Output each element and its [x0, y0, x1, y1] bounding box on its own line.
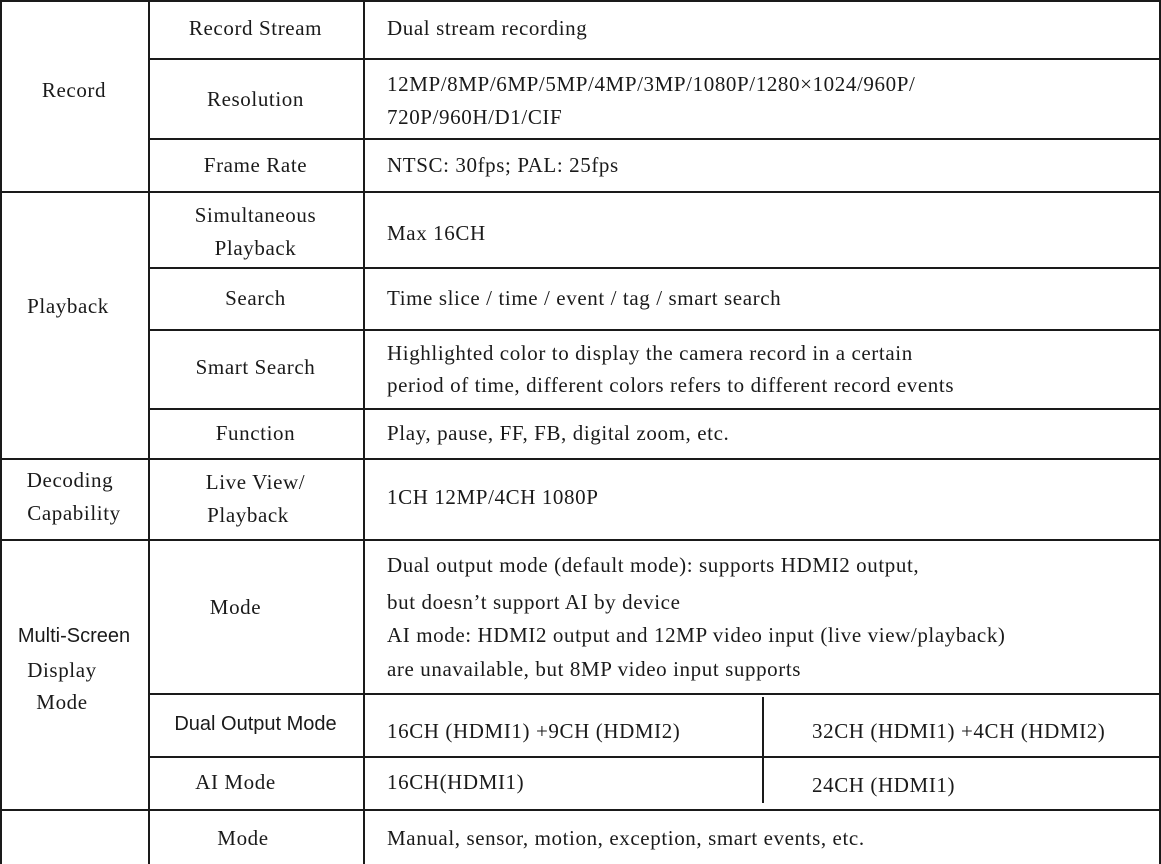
- function-value: Play, pause, FF, FB, digital zoom, etc.: [387, 421, 730, 445]
- resolution-label: Resolution: [206, 87, 304, 111]
- dual-output-mode-value-a: 16CH (HDMI1) +9CH (HDMI2): [387, 719, 681, 743]
- display-mode-label: Mode: [209, 595, 262, 619]
- section-divider: [0, 458, 1161, 460]
- category-multi-screen-line2: Display: [27, 658, 97, 682]
- live-view-label-line1: Live View/: [205, 470, 306, 494]
- dual-output-mode-value-b: 32CH (HDMI1) +4CH (HDMI2): [812, 719, 1106, 743]
- record-stream-value: Dual stream recording: [387, 16, 588, 40]
- search-value: Time slice / time / event / tag / smart search: [387, 286, 782, 310]
- table-left-border: [0, 0, 2, 864]
- row-divider: [148, 58, 1161, 60]
- simultaneous-playback-value: Max 16CH: [387, 221, 486, 245]
- display-mode-value-line4: are unavailable, but 8MP video input supports: [387, 657, 802, 681]
- smart-search-value-line1: Highlighted color to display the camera record in a certain: [387, 341, 913, 365]
- table-top-border: [0, 0, 1161, 2]
- display-mode-value-line2: but doesn’t support AI by device: [387, 590, 681, 614]
- section-divider: [0, 809, 1161, 811]
- section-divider: [0, 191, 1161, 193]
- ai-mode-value-b: 24CH (HDMI1): [812, 773, 956, 797]
- category-multi-screen-line1: Multi-Screen: [17, 625, 131, 647]
- category-decoding-line1: Decoding: [26, 468, 114, 492]
- category-multi-screen-line3: Mode: [36, 690, 88, 714]
- row-divider: [148, 756, 1161, 758]
- alarm-mode-value: Manual, sensor, motion, exception, smart events, etc.: [387, 826, 865, 850]
- record-stream-label: Record Stream: [188, 16, 323, 40]
- frame-rate-value: NTSC: 30fps; PAL: 25fps: [387, 153, 619, 177]
- category-playback: Playback: [27, 294, 109, 318]
- alarm-mode-label: Mode: [217, 826, 269, 850]
- search-label: Search: [225, 286, 286, 310]
- sub-column-divider: [762, 697, 764, 803]
- frame-rate-label: Frame Rate: [203, 153, 308, 177]
- column-divider: [363, 0, 365, 864]
- section-divider: [0, 539, 1161, 541]
- row-divider: [148, 138, 1161, 140]
- row-divider: [148, 329, 1161, 331]
- live-view-value: 1CH 12MP/4CH 1080P: [387, 485, 599, 509]
- live-view-label-line2: Playback: [207, 503, 289, 527]
- category-decoding-line2: Capability: [27, 501, 121, 525]
- display-mode-value-line1: Dual output mode (default mode): supports HDMI2 output,: [387, 553, 920, 577]
- simultaneous-playback-label-line2: Playback: [214, 236, 297, 260]
- function-label: Function: [215, 421, 296, 445]
- row-divider: [148, 267, 1161, 269]
- ai-mode-label: AI Mode: [195, 770, 276, 794]
- row-divider: [148, 693, 1161, 695]
- ai-mode-value-a: 16CH(HDMI1): [387, 770, 525, 794]
- simultaneous-playback-label-line1: Simultaneous: [194, 203, 317, 227]
- resolution-value-line2: 720P/960H/D1/CIF: [387, 105, 563, 129]
- smart-search-label: Smart Search: [195, 355, 316, 379]
- smart-search-value-line2: period of time, different colors refers to different record events: [387, 373, 955, 397]
- display-mode-value-line3: AI mode: HDMI2 output and 12MP video input (live view/playback): [387, 623, 1006, 647]
- table-right-border: [1159, 0, 1161, 864]
- resolution-value-line1: 12MP/8MP/6MP/5MP/4MP/3MP/1080P/1280×1024/960P/: [387, 72, 916, 96]
- row-divider: [148, 408, 1161, 410]
- category-record: Record: [41, 78, 107, 102]
- dual-output-mode-label: Dual Output Mode: [174, 713, 337, 735]
